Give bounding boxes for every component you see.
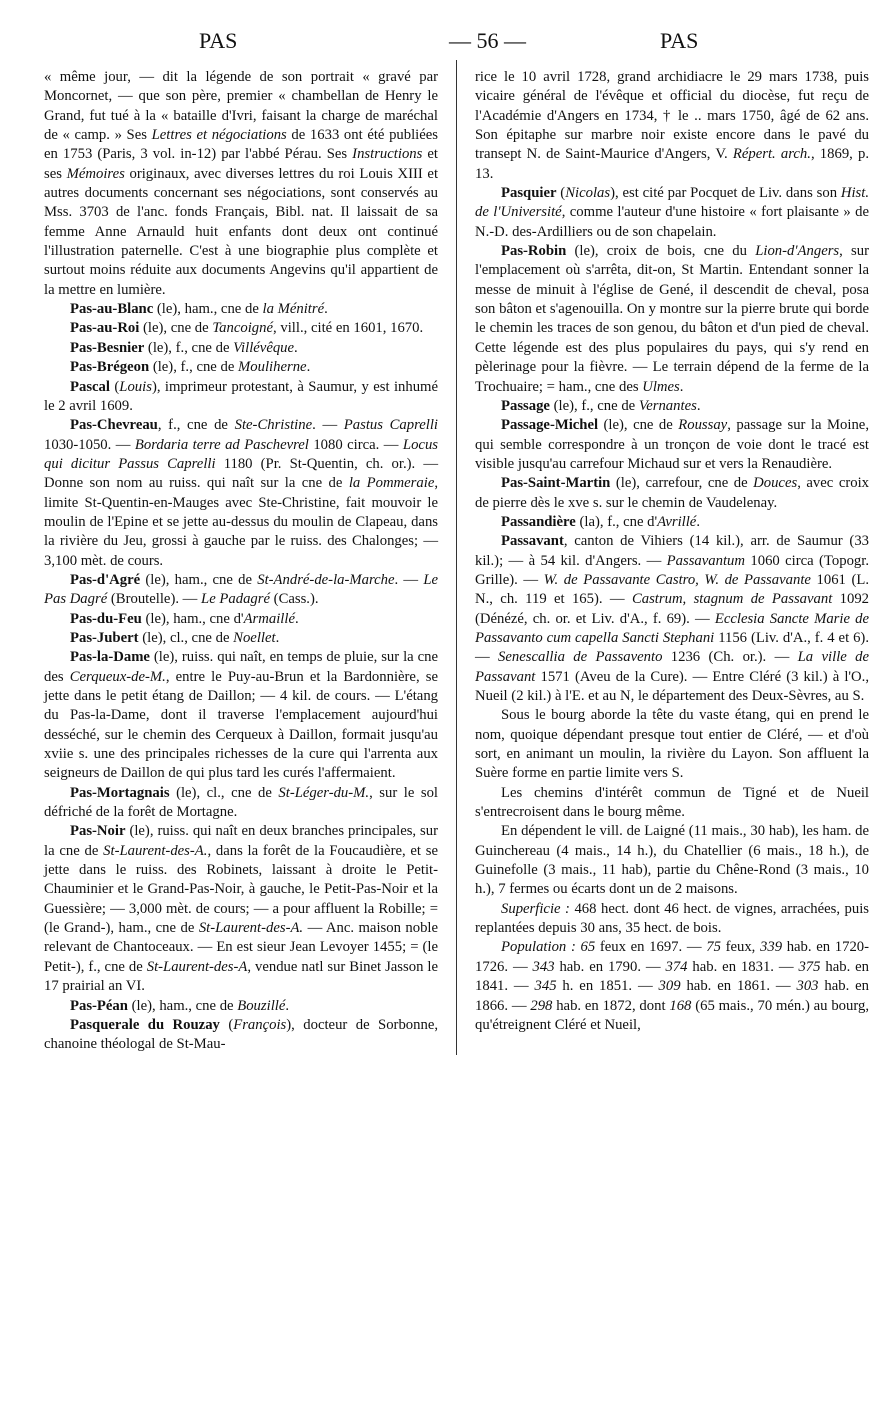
paragraph <box>44 339 438 358</box>
right-column <box>475 68 869 1055</box>
body-text: , sur l'emplacement où s'arrêta, dit-on, St Martin. Entendant sonner la messe de minuit à l'église de Gené, il descendit de cheval, posa son bâton et s'agenouilla. On y montre sur la pierre brute qui borde le chemin les traces de son genou, du bâton et d'un pied de cheval. Cette légende est des plus populaires du pays, qui s'y rend en pèlerinage pour la fièvre. — Le terrain dépend de la ferme de la Trochuaire; = ham., cne des <box>475 243 870 395</box>
paragraph <box>475 242 869 397</box>
italic-text: Locus qui dicitur Passus Caprelli <box>44 436 438 472</box>
body-text: (le), cne de <box>139 320 213 337</box>
body-text: . <box>294 339 298 356</box>
body-text: (le), cl., cne de <box>169 784 279 801</box>
paragraph <box>44 68 438 300</box>
italic-text: Mémoires <box>66 165 125 182</box>
paragraph <box>475 397 869 416</box>
body-text: . <box>294 610 299 627</box>
paragraph <box>475 706 869 783</box>
entry-headword: Passage <box>501 397 550 414</box>
column-divider <box>456 60 457 1055</box>
italic-text: Louis <box>119 378 152 395</box>
italic-text: Armaillé <box>243 610 295 627</box>
paragraph <box>475 416 869 474</box>
italic-text: Lettres et négociations <box>151 127 287 144</box>
italic-text: 309 <box>658 978 681 995</box>
italic-text: Lion-d'Angers <box>755 243 840 260</box>
paragraph <box>475 532 869 706</box>
italic-text: Avrillé <box>657 513 697 530</box>
body-text: (le), carrefour, cne de <box>610 475 754 492</box>
italic-text: 375 <box>798 958 821 975</box>
body-text: , limite St-Quentin-en-Mauges avec Ste-Christine, fait mouvoir le moulin de l'Epine et se jette au-dessus du moulin de Clapeau, dans la rivière du Jeu, grossi à gauche par le ruiss. des Chalonges; — 3,100 mèt. de cours. <box>44 475 439 569</box>
body-text: ( <box>219 1016 234 1033</box>
body-text: , 1869, p. 13. <box>475 146 870 182</box>
body-text: (le), ham., cne de <box>127 997 238 1014</box>
entry-headword: Passage-Michel <box>501 417 599 434</box>
italic-text: Noellet <box>233 629 276 646</box>
body-text: h. en 1851. — <box>556 978 659 995</box>
italic-text: Bouzillé <box>237 997 286 1014</box>
body-text: ), imprimeur protestant, à Saumur, y est inhumé le 2 avril 1609. <box>44 378 438 414</box>
italic-text: Ecclesia Sancte Marie de Passavanto cum capella Sancti Stephani <box>475 610 870 646</box>
body-text: 1092 (Dénézé, ch. or. et Liv. d'A., f. 69). — <box>475 591 870 627</box>
italic-text: St-Laurent-des-A. <box>198 920 304 937</box>
paragraph <box>44 784 438 823</box>
body-text: (le), cl., cne de <box>138 629 234 646</box>
body-text: . — <box>312 417 344 434</box>
italic-text: Population : <box>501 939 576 956</box>
body-text: — Anc. maison noble relevant de Chantoceaux. — En est sieur Jean Levoyer 1455; = (le Petit-), f., cne de <box>44 920 439 975</box>
body-text: , canton de Vihiers (14 kil.), arr. de Saumur (33 kil.); — à 54 kil. d'Angers. — <box>475 533 870 569</box>
entry-headword: Pasquerale du Rouzay <box>70 1016 220 1033</box>
body-text: , vill., cité en 1601, 1670. <box>273 320 424 337</box>
entry-headword: Pas-au-Roi <box>70 320 140 337</box>
body-text: (le), f., cne de <box>149 359 239 376</box>
body-text: ( <box>556 185 566 202</box>
body-text: (le), f., cne de <box>549 397 639 414</box>
body-text: feux, <box>720 939 760 956</box>
entry-headword: Pascal <box>70 378 110 395</box>
body-text: 1030-1050. — <box>44 436 135 453</box>
body-text: (Cass.). <box>270 591 319 608</box>
paragraph <box>475 184 869 242</box>
entry-headword: Pas-au-Blanc <box>70 301 154 318</box>
body-text: . <box>324 301 328 318</box>
body-text: , passage sur la Moine, qui semble correspondre à un tronçon de voie dont le tracé est visible jusqu'au carrefour Michaud sur et vers la Renaudière. <box>475 417 870 472</box>
body-text: . <box>275 629 280 646</box>
body-text: 1571 (Aveu de la Cure). — Entre Cléré (3 kil.) à l'O., Nueil (2 kil.) à l'E. et au N, le département des Deux-Sèvres, au S. <box>475 668 870 704</box>
body-text: (le), croix de bois, cne du <box>566 243 756 260</box>
italic-text: Répert. arch. <box>732 146 811 163</box>
body-text: hab. en 1720-1726. — <box>475 939 870 975</box>
italic-text: Instructions <box>352 146 423 163</box>
paragraph <box>44 300 438 319</box>
entry-headword: Pas-Chevreau <box>70 417 158 434</box>
body-text: 1156 (Liv. d'A., f. 4 et 6). — <box>475 629 869 666</box>
italic-text: La ville de Passavant <box>475 649 870 685</box>
italic-text: 343 <box>532 958 555 975</box>
italic-text: Le Padagré <box>201 591 270 608</box>
entry-headword: Pas-d'Agré <box>70 571 141 588</box>
running-header <box>44 22 869 68</box>
body-text: ( <box>109 378 120 395</box>
body-text: (le), f., cne de <box>144 339 234 356</box>
italic-text: Ulmes <box>642 378 680 395</box>
body-text: . — <box>394 571 424 588</box>
entry-headword: Passavant <box>501 533 564 550</box>
italic-text: 303 <box>796 978 819 995</box>
body-text: feux en 1697. — <box>595 939 707 956</box>
italic-text: Le Pas Dagré <box>44 571 439 608</box>
paragraph <box>44 378 438 417</box>
body-text: (Broutelle). — <box>107 591 202 608</box>
body-text: hab. en 1872, dont <box>552 997 670 1014</box>
italic-text: Douces <box>753 475 798 492</box>
header-right: PAS <box>660 28 699 53</box>
italic-text: Roussay <box>678 417 728 434</box>
italic-text: 298 <box>530 997 553 1014</box>
body-text: hab. en 1831. — <box>687 958 799 975</box>
paragraph <box>44 610 438 629</box>
body-text: Les chemins d'intérêt commun de Tigné et de Nueil s'entrecroisent dans le bourg même. <box>475 784 870 821</box>
body-text: , avec croix de pierre dès le xve s. sur le chemin de Vaudelenay. <box>475 475 869 511</box>
body-text: (65 mais., 70 mén.) au bourg, qu'étreignent Cléré et Nueil, <box>475 997 870 1033</box>
body-text: hab. en 1861. — <box>680 978 797 995</box>
italic-text: Tancoigné <box>212 320 274 337</box>
page-number: — 56 — <box>449 28 526 53</box>
paragraph <box>44 648 438 783</box>
italic-text: St-Laurent-des-A <box>146 958 248 975</box>
body-text: , comme l'auteur d'une histoire « fort plaisante » de N.-D. des-Ardilliers ou de son chapelain. <box>475 204 869 240</box>
body-text: ), docteur de Sorbonne, chanoine théologal de St-Mau- <box>44 1016 439 1053</box>
body-text: hab. en 1841. — <box>475 958 870 995</box>
body-text: , vendue natl sur Binet Jasson le 17 prairial an VI. <box>44 958 438 995</box>
italic-text: 65 <box>580 939 596 956</box>
body-text: (le), ham., cne de <box>140 571 258 588</box>
paragraph <box>475 513 869 532</box>
body-text: (le), ham., cne de <box>153 301 263 318</box>
body-text: 1080 circa. — <box>308 436 403 453</box>
italic-text: Pastus Caprelli <box>343 417 439 434</box>
entry-headword: Pas-Mortagnais <box>70 784 170 801</box>
italic-text: Cerqueux-de-M. <box>69 668 166 685</box>
body-text: hab. en 1866. — <box>475 978 870 1014</box>
body-text: . <box>696 397 701 414</box>
entry-headword: Pasquier <box>501 185 557 202</box>
italic-text: Senescallia de Passavento <box>498 649 663 666</box>
body-text: . <box>285 997 290 1014</box>
italic-text: 168 <box>669 997 692 1014</box>
body-text: « même jour, — dit la légende de son portrait « gravé par Moncornet, — que son père, premier « chambellan de Henry le Grand, fut tué à la « bataille d'Ivri, faisant la charge de maréchal de « camp. » Ses <box>44 69 439 144</box>
italic-text: W. de Passavante Castro, W. de Passavante <box>543 571 811 588</box>
entry-headword: Pas-Noir <box>70 823 126 840</box>
italic-text: Bordaria terre ad Paschevrel <box>134 436 309 453</box>
body-text: (le), ham., cne d' <box>141 610 244 627</box>
body-text: originaux, avec diverses lettres du roi Louis XIII et autres documents concernant ses négociations, sont conservés au Mss. 3703 de l'anc. fonds Français, Bibl. nat. Il laissait de sa femme Anne Arnauld huit enfants dont deux ont continué l'illustration paternelle. C'est à une biographie plus complète et surtout moins réduite aux documents Angevins qu'il appartient de la mettre en lumière. <box>44 165 439 298</box>
paragraph <box>44 822 438 996</box>
italic-text: 374 <box>665 958 688 975</box>
body-text: 1180 (Pr. St-Quentin, ch. or.). — Donne son nom au ruiss. qui naît sur la cne de <box>44 455 439 492</box>
body-text: , entre le Puy-au-Brun et la Bardonnière, se jette dans le petit étang de Daillon; — 4 kil. de cours. — L'étang du Pas-la-Dame, dont il traverse l'emplacement aujourd'hui desséché, sur le chemin des Cerqueux à Daillon, formait jusqu'au xviie s. une des principales richesses de la cure qui l'arrenta aux seigneurs de Daillon de qui plus tard les curés l'affermaient. <box>44 668 439 782</box>
entry-headword: Pas-Besnier <box>70 339 145 356</box>
italic-text: 345 <box>534 978 557 995</box>
body-text: Sous le bourg aborde la tête du vaste étang, qui en prend le nom, quoique dépendant presque tout entier de Cléré, — et d'où sort, en animant un moulin, la rivière du Layon. Son affluent la Suère forme en partie limite vers S. <box>475 707 870 782</box>
body-text: 1236 (Ch. or.). — <box>662 649 798 666</box>
body-text: (la), f., cne d' <box>575 513 658 530</box>
paragraph <box>475 900 869 939</box>
body-text: ), est cité par Pocquet de Liv. dans son <box>610 185 841 202</box>
paragraph <box>44 629 438 648</box>
body-text: . <box>306 359 311 376</box>
italic-text: François <box>233 1016 287 1033</box>
entry-headword: Pas-la-Dame <box>70 649 150 666</box>
italic-text: Castrum, stagnum de Passavant <box>631 591 833 608</box>
entry-headword: Pas-Robin <box>501 243 567 260</box>
italic-text: Hist. de l'Université <box>475 185 870 221</box>
body-text: hab. en 1790. — <box>554 958 666 975</box>
entry-headword: Pas-du-Feu <box>70 610 142 627</box>
body-text: 468 hect. dont 46 hect. de vignes, arrachées, puis replantées depuis 30 ans, 35 hect. de bois. <box>475 900 870 937</box>
body-text: En dépendent le vill. de Laigné (11 mais., 30 hab), les ham. de Guinchereau (4 mais., 14 h.), du Chatellier (6 mais., 18 h.), de Guinefolle (3 mais., 11 hab), partie du Chêne-Rond (3 mais., 10 h.), 7 fermes ou écarts dont un de 2 maisons. <box>475 823 870 898</box>
entry-headword: Passandière <box>501 513 576 530</box>
body-text: rice le 10 avril 1728, grand archidiacre le 29 mars 1738, puis vicaire général de l'évêque et official du diocèse, fut reçu de l'Académie d'Angers en 1734, † le .. mars 1750, âgé de 62 ans. Son épitaphe sur marbre noir existe encore dans le pavé du transept N. de Saint-Maurice d'Angers, V. <box>475 69 870 163</box>
body-text: , sur le sol défriché de la forêt de Mortagne. <box>44 784 439 821</box>
header-left: PAS <box>199 28 238 53</box>
body-text: 1060 circa (Topogr. Grille). — <box>475 552 870 588</box>
entry-headword: Pas-Saint-Martin <box>501 475 611 492</box>
italic-text: Mouliherne <box>238 359 307 376</box>
body-text: (le), ruiss. qui naît en deux branches principales, sur la cne de <box>44 823 439 859</box>
body-text: . <box>679 378 684 395</box>
italic-text: St-Laurent-des-A. <box>103 842 208 859</box>
text-columns <box>44 68 869 1055</box>
body-text: . <box>696 513 701 530</box>
paragraph <box>475 822 869 899</box>
paragraph <box>44 1016 438 1055</box>
italic-text: Nicolas <box>565 185 611 202</box>
italic-text: Superficie : <box>501 900 570 917</box>
italic-text: Passavantum <box>666 552 745 569</box>
paragraph <box>475 938 869 1035</box>
entry-headword: Pas-Jubert <box>70 629 139 646</box>
paragraph <box>44 416 438 571</box>
body-text: (le), ruiss. qui naît, en temps de pluie, sur la cne des <box>44 649 439 685</box>
body-text: , f., cne de <box>157 417 235 434</box>
body-text: de 1633 ont été publiées en 1753 (Paris, 3 vol. in-12) par l'abbé Pérau. Ses <box>44 127 439 163</box>
body-text: 1061 (L. N., ch. 119 et 165). — <box>475 571 869 608</box>
body-text: , dans la forêt de la Foucaudière, et se jette dans le ruiss. des Robinets, laissant à droite le Petit-Chauminier et le Grand-Pas-Noir, à gauche, le Petit-Pas-Noir et la Guessière; — 3,000 mèt. de cours; — a pour affluent la Robille; = (le Grand-), ham., cne de <box>44 842 439 937</box>
italic-text: St-André-de-la-Marche <box>257 571 395 588</box>
entry-headword: Pas-Péan <box>70 997 128 1014</box>
left-column <box>44 68 438 1055</box>
paragraph <box>44 997 438 1016</box>
italic-text: Villévêque <box>233 339 295 356</box>
italic-text: St-Léger-du-M. <box>278 784 370 801</box>
italic-text: Ste-Christine <box>234 417 313 434</box>
paragraph <box>44 319 438 338</box>
italic-text: 339 <box>760 939 783 956</box>
body-text: (le), cne de <box>598 417 679 434</box>
paragraph <box>44 571 438 610</box>
paragraph <box>475 784 869 823</box>
italic-text: Vernantes <box>638 397 697 414</box>
italic-text: 75 <box>706 939 721 956</box>
paragraph <box>475 68 869 184</box>
entry-headword: Pas-Brégeon <box>70 359 150 376</box>
body-text: et ses <box>44 146 439 182</box>
italic-text: la Ménitré <box>262 301 325 318</box>
italic-text: la Pommeraie <box>348 475 435 492</box>
paragraph <box>44 358 438 377</box>
paragraph <box>475 474 869 513</box>
